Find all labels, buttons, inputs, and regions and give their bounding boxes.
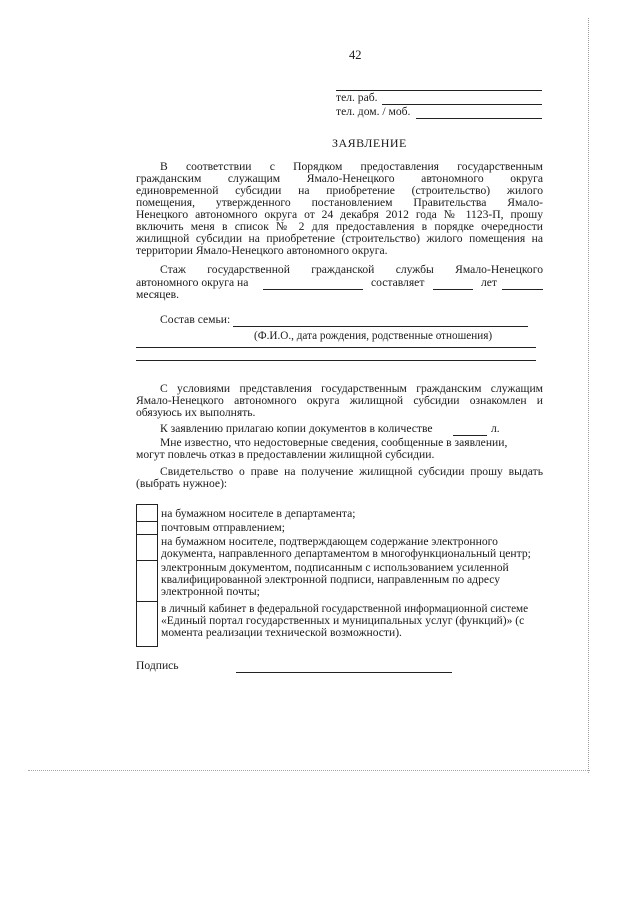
para1-line: включить меня в список № 2 для предоставления в порядке очередности: [136, 220, 543, 233]
service-years-line: [433, 289, 473, 290]
para2-line: С условиями представления государственным гражданским служащим: [160, 382, 543, 395]
service-months: месяцев.: [136, 288, 179, 301]
attach-prefix: К заявлению прилагаю копии документов в количестве: [160, 422, 433, 435]
option-paper-department: на бумажном носителе в департамента;: [161, 507, 356, 520]
attach-suffix: л.: [491, 422, 500, 435]
para1-line: Ненецкого автономного округа от 24 декабря 2012 года № 1123-П, прошу: [136, 208, 543, 221]
family-label: Состав семьи:: [160, 313, 231, 326]
option-checkbox-paper-mfc[interactable]: [136, 534, 158, 560]
warning-line: Мне известно, что недостоверные сведения, сообщенные в заявлении,: [160, 436, 508, 449]
option-paper-mfc-line: на бумажном носителе, подтверждающем содержание электронного: [161, 535, 498, 548]
option-mail: почтовым отправлением;: [161, 521, 285, 534]
option-checkbox-portal[interactable]: [136, 601, 158, 647]
scan-edge-bottom: [28, 770, 590, 771]
scan-edge-right: [588, 18, 589, 773]
signature-line: [236, 672, 452, 673]
certificate-line: (выбрать нужное):: [136, 477, 228, 490]
para1-line: помещения, утвержденного постановлением Правительства Ямало-: [136, 196, 543, 209]
service-period-line: [263, 289, 363, 290]
option-checkbox-paper-department[interactable]: [136, 504, 158, 521]
option-electronic-line: электронной почты;: [161, 585, 260, 598]
para1-line: территории Ямало-Ненецкого автономного округа.: [136, 244, 388, 257]
para1-line: В соответствии с Порядком предоставления государственным: [160, 160, 543, 173]
option-electronic-line: электронным документом, подписанным с использованием усиленной: [161, 561, 509, 574]
option-paper-mfc-line: документа, направленного департаментом в многофункциональный центр;: [161, 547, 531, 560]
work-phone-label: тел. раб.: [336, 91, 378, 104]
para2-line: обязуюсь их выполнять.: [136, 406, 256, 419]
para1-line: гражданским служащим Ямало-Ненецкого автономного округа: [136, 172, 543, 185]
home-phone-line: [416, 118, 542, 119]
option-checkbox-mail[interactable]: [136, 521, 158, 534]
family-hint: (Ф.И.О., дата рождения, родственные отношения): [254, 330, 493, 342]
option-portal-line: в личный кабинет в федеральной государственной информационной системе: [161, 603, 529, 615]
para2-line: Ямало-Ненецкого автономного округа жилищной субсидии ознакомлен и: [136, 394, 543, 407]
para1-line: жилищной субсидии на приобретение (строительство) жилого помещения на: [136, 232, 543, 245]
document-title: ЗАЯВЛЕНИЕ: [332, 136, 407, 150]
service-suffix: лет: [481, 276, 497, 289]
option-portal-line: «Единый портал государственных и муниципальных услуг (функций)» (с: [161, 614, 525, 627]
service-mid: составляет: [371, 276, 425, 289]
option-checkbox-electronic[interactable]: [136, 560, 158, 601]
signature-label: Подпись: [136, 659, 179, 672]
family-line-1: [233, 326, 528, 327]
service-months-line: [502, 289, 543, 290]
warning-line: могут повлечь отказ в предоставлении жилищной субсидии.: [136, 448, 435, 461]
page-number: 42: [349, 48, 362, 62]
family-line-2: [136, 347, 536, 348]
home-phone-label: тел. дом. / моб.: [336, 105, 411, 118]
para1-line: единовременной субсидии на приобретение (строительство) жилого: [136, 184, 543, 197]
option-portal-line: момента реализации технической возможности).: [161, 626, 402, 639]
certificate-line: Свидетельство о праве на получение жилищной субсидии прошу выдать: [160, 465, 543, 478]
service-line: Стаж государственной гражданской службы Ямало-Ненецкого: [160, 263, 543, 276]
service-prefix: автономного округа на: [136, 276, 249, 289]
option-electronic-line: квалифицированной электронной подписи, направленным по адресу: [161, 573, 501, 586]
family-line-3: [136, 360, 536, 361]
